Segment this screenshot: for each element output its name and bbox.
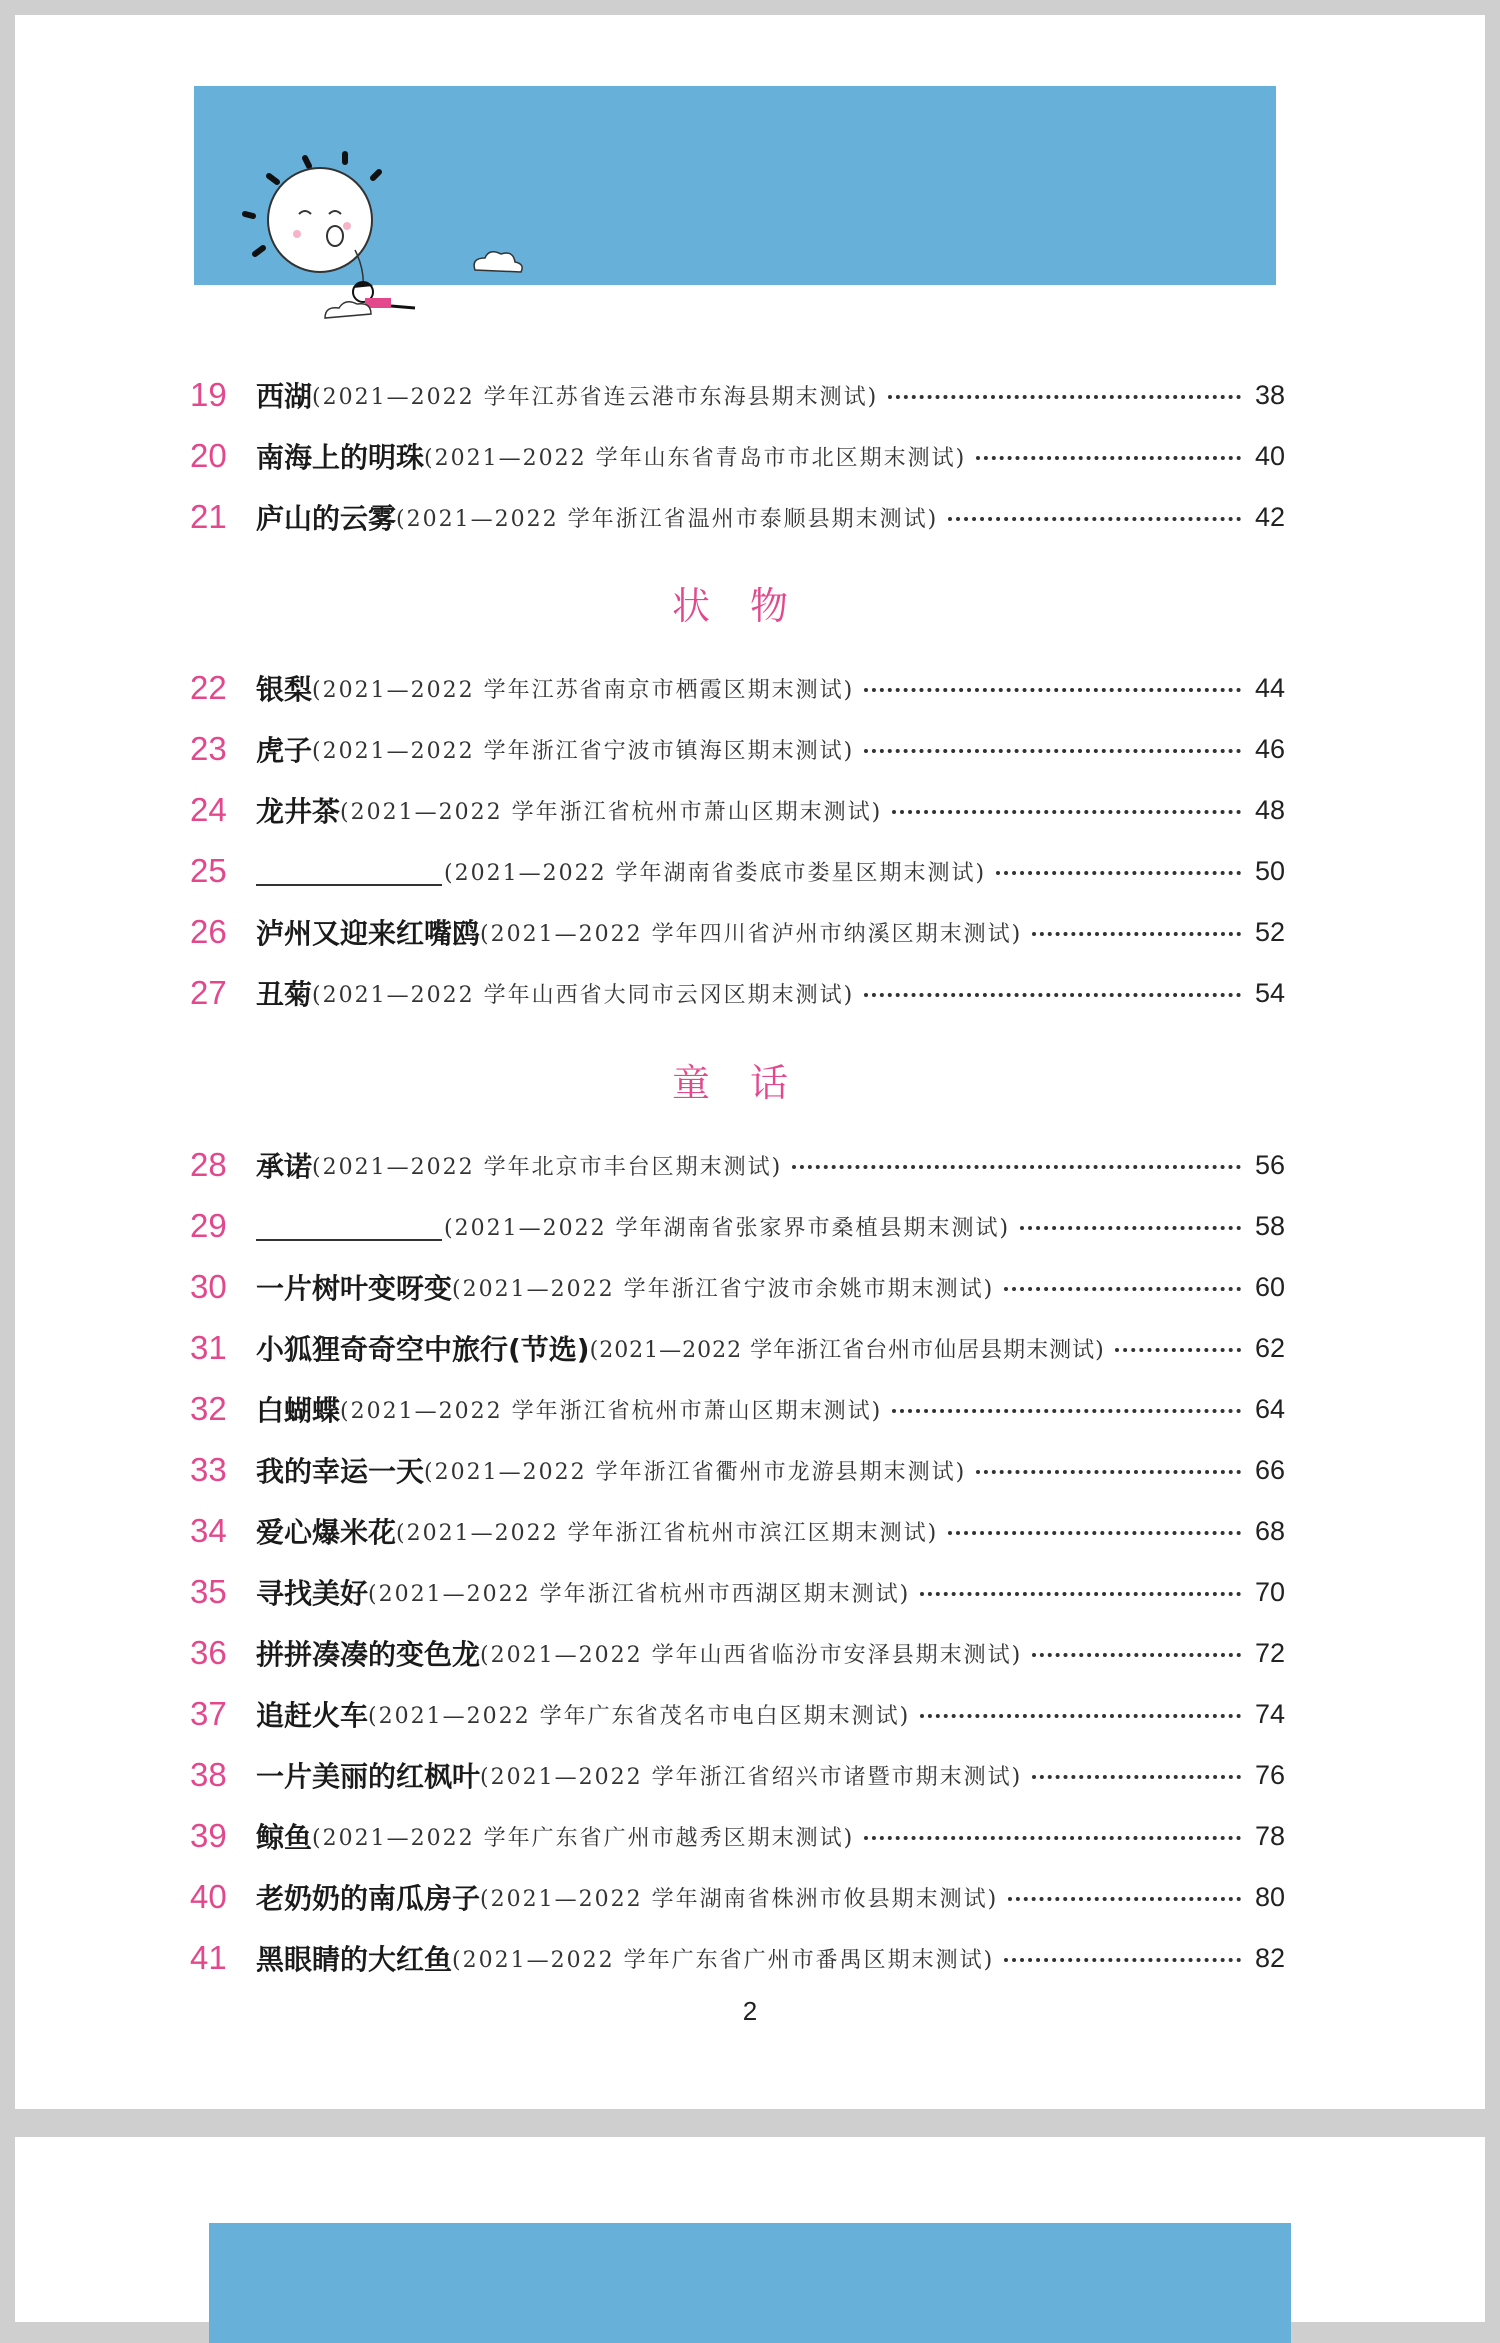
entry-number: 32 (190, 1390, 227, 1427)
entry-source: (2021—2022 学年山西省大同市云冈区期末测试) (312, 982, 855, 1008)
entry-number: 29 (190, 1207, 227, 1244)
entry-page: 54 (1254, 977, 1285, 1008)
entry-source: (2021—2022 学年浙江省杭州市西湖区期末测试) (368, 1581, 911, 1607)
dot-leader (888, 395, 1241, 399)
entry-number: 34 (190, 1512, 227, 1549)
entry-title: 庐山的云雾 (256, 502, 397, 535)
entry-source: (2021—2022 学年浙江省绍兴市诸暨市期末测试) (480, 1764, 1023, 1790)
entry-source: (2021—2022 学年湖南省张家界市桑植县期末测试) (444, 1215, 1011, 1241)
sun-child-illustration (225, 130, 525, 330)
dot-leader (864, 1836, 1241, 1840)
entry-number: 35 (190, 1573, 227, 1610)
dot-leader (1032, 932, 1241, 936)
entry-title: 拼拼凑凑的变色龙 (256, 1638, 481, 1671)
entry-source: (2021—2022 学年江苏省连云港市东海县期末测试) (312, 384, 879, 410)
entry-page: 38 (1254, 379, 1285, 410)
entry-title: 一片美丽的红枫叶 (256, 1760, 481, 1793)
dot-leader (792, 1165, 1241, 1169)
dot-leader (996, 871, 1241, 875)
toc-entry-21[interactable] (190, 497, 1285, 537)
entry-source: (2021—2022 学年浙江省杭州市萧山区期末测试) (340, 1398, 883, 1424)
entry-source: (2021—2022 学年浙江省杭州市滨江区期末测试) (396, 1520, 939, 1546)
entry-number: 37 (190, 1695, 227, 1732)
dot-leader (864, 993, 1241, 997)
entry-page: 56 (1254, 1149, 1285, 1180)
entry-page: 50 (1254, 855, 1285, 886)
entry-source: (2021—2022 学年湖南省娄底市娄星区期末测试) (444, 860, 987, 886)
entry-source: (2021—2022 学年广东省广州市番禺区期末测试) (452, 1947, 995, 1973)
entry-page: 74 (1254, 1698, 1285, 1729)
page-number: 2 (742, 1996, 758, 2026)
entry-page: 40 (1254, 440, 1285, 471)
entry-title: 老奶奶的南瓜房子 (256, 1882, 481, 1915)
toc-entry-37[interactable] (190, 1694, 1285, 1734)
section-heading-tonghua: 童话 (671, 1061, 828, 1105)
entry-source: (2021—2022 学年广东省广州市越秀区期末测试) (312, 1825, 855, 1851)
entry-title: 龙井茶 (256, 795, 341, 828)
entry-page: 42 (1254, 501, 1285, 532)
entry-page: 76 (1254, 1759, 1285, 1790)
entry-number: 23 (190, 730, 227, 767)
entry-source: (2021—2022 学年浙江省衢州市龙游县期末测试) (424, 1459, 967, 1485)
entry-number: 21 (190, 498, 227, 535)
entry-page: 48 (1254, 794, 1285, 825)
entry-source: (2021—2022 学年四川省泸州市纳溪区期末测试) (480, 921, 1023, 947)
entry-number: 40 (190, 1878, 227, 1915)
entry-source: (2021—2022 学年山东省青岛市市北区期末测试) (424, 445, 967, 471)
title-blank-line (256, 1211, 442, 1241)
toc-entry-28[interactable] (190, 1145, 1285, 1185)
title-blank-line (256, 856, 442, 886)
entry-title: 爱心爆米花 (256, 1516, 397, 1549)
entry-number: 19 (190, 376, 227, 413)
entry-page: 60 (1254, 1271, 1285, 1302)
dot-leader (892, 1409, 1241, 1413)
toc-entry-22[interactable] (190, 668, 1285, 708)
entry-title: 追赶火车 (256, 1699, 369, 1732)
entry-page: 82 (1254, 1942, 1285, 1973)
entry-number: 38 (190, 1756, 227, 1793)
entry-source: (2021—2022 学年江苏省南京市栖霞区期末测试) (312, 677, 855, 703)
entry-number: 31 (190, 1329, 227, 1366)
dot-leader (1032, 1775, 1241, 1779)
entry-number: 36 (190, 1634, 227, 1671)
dot-leader (1032, 1653, 1241, 1657)
toc-entry-40[interactable] (190, 1877, 1285, 1917)
book-page-2 (15, 2137, 1485, 2322)
dot-leader (976, 456, 1241, 460)
entry-title: 鲸鱼 (256, 1821, 313, 1854)
toc-entry-27[interactable] (190, 973, 1285, 1013)
toc-entry-25[interactable] (190, 851, 1285, 891)
entry-title: 我的幸运一天 (256, 1455, 425, 1488)
toc-entry-36[interactable] (190, 1633, 1285, 1673)
entry-number: 25 (190, 852, 227, 889)
dot-leader (1004, 1287, 1241, 1291)
entry-title: 丑菊 (256, 978, 313, 1011)
toc-entry-33[interactable] (190, 1450, 1285, 1490)
toc-entry-31[interactable] (190, 1328, 1285, 1368)
entry-title: 泸州又迎来红嘴鸥 (256, 917, 481, 950)
entry-page: 66 (1254, 1454, 1285, 1485)
entry-number: 20 (190, 437, 227, 474)
dot-leader (1115, 1348, 1241, 1352)
entry-page: 46 (1254, 733, 1285, 764)
toc-entry-29[interactable] (190, 1206, 1285, 1246)
entry-page: 64 (1254, 1393, 1285, 1424)
entry-number: 33 (190, 1451, 227, 1488)
toc-entry-26[interactable] (190, 912, 1285, 952)
toc-entry-41[interactable] (190, 1938, 1285, 1978)
entry-title: 虎子 (256, 734, 313, 767)
entry-page: 80 (1254, 1881, 1285, 1912)
dot-leader (948, 517, 1241, 521)
entry-page: 72 (1254, 1637, 1285, 1668)
entry-title: 银梨 (256, 673, 313, 706)
entry-number: 41 (190, 1939, 227, 1976)
entry-title: 寻找美好 (256, 1577, 369, 1610)
entry-number: 30 (190, 1268, 227, 1305)
entry-source: (2021—2022 学年浙江省宁波市镇海区期末测试) (312, 738, 855, 764)
entry-source: (2021—2022 学年浙江省台州市仙居县期末测试) (589, 1337, 1105, 1363)
toc-entry-20[interactable] (190, 436, 1285, 476)
entry-title: 白蝴蝶 (256, 1394, 341, 1427)
toc-entry-24[interactable] (190, 790, 1285, 830)
dot-leader (1008, 1897, 1241, 1901)
toc-entry-19[interactable] (190, 375, 1285, 415)
entry-number: 26 (190, 913, 227, 950)
dot-leader (920, 1714, 1241, 1718)
entry-page: 52 (1254, 916, 1285, 947)
entry-source: (2021—2022 学年湖南省株洲市攸县期末测试) (480, 1886, 999, 1912)
entry-title: 承诺 (256, 1150, 313, 1183)
entry-title: 西湖 (256, 380, 313, 413)
entry-page: 58 (1254, 1210, 1285, 1241)
entry-source: (2021—2022 学年山西省临汾市安泽县期末测试) (480, 1642, 1023, 1668)
dot-leader (1020, 1226, 1241, 1230)
toc-entry-35[interactable] (190, 1572, 1285, 1612)
entry-page: 62 (1254, 1332, 1285, 1363)
entry-title: 南海上的明珠 (256, 441, 425, 474)
entry-source: (2021—2022 学年浙江省宁波市余姚市期末测试) (452, 1276, 995, 1302)
toc-entry-38[interactable] (190, 1755, 1285, 1795)
dot-leader (864, 749, 1241, 753)
toc-entry-32[interactable] (190, 1389, 1285, 1429)
entry-source: (2021—2022 学年广东省茂名市电白区期末测试) (368, 1703, 911, 1729)
entry-page: 68 (1254, 1515, 1285, 1546)
entry-source: (2021—2022 学年浙江省杭州市萧山区期末测试) (340, 799, 883, 825)
entry-page: 70 (1254, 1576, 1285, 1607)
page-2-banner (209, 2223, 1291, 2343)
dot-leader (864, 688, 1241, 692)
toc-entry-30[interactable] (190, 1267, 1285, 1307)
entry-page: 78 (1254, 1820, 1285, 1851)
entry-number: 24 (190, 791, 227, 828)
entry-title: 一片树叶变呀变 (256, 1272, 453, 1305)
dot-leader (948, 1531, 1241, 1535)
entry-page: 44 (1254, 672, 1285, 703)
section-heading-zhuangwu: 状物 (671, 584, 828, 628)
dot-leader (920, 1592, 1241, 1596)
entry-number: 27 (190, 974, 227, 1011)
entry-number: 28 (190, 1146, 227, 1183)
entry-number: 39 (190, 1817, 227, 1854)
entry-number: 22 (190, 669, 227, 706)
entry-source: (2021—2022 学年北京市丰台区期末测试) (312, 1154, 783, 1180)
entry-title: 小狐狸奇奇空中旅行(节选) (256, 1333, 590, 1366)
toc-entry-23[interactable] (190, 729, 1285, 769)
toc-entry-34[interactable] (190, 1511, 1285, 1551)
dot-leader (892, 810, 1241, 814)
entry-title: 黑眼睛的大红鱼 (256, 1943, 453, 1976)
dot-leader (1004, 1958, 1241, 1962)
toc-entry-39[interactable] (190, 1816, 1285, 1856)
entry-source: (2021—2022 学年浙江省温州市泰顺县期末测试) (396, 506, 939, 532)
dot-leader (976, 1470, 1241, 1474)
